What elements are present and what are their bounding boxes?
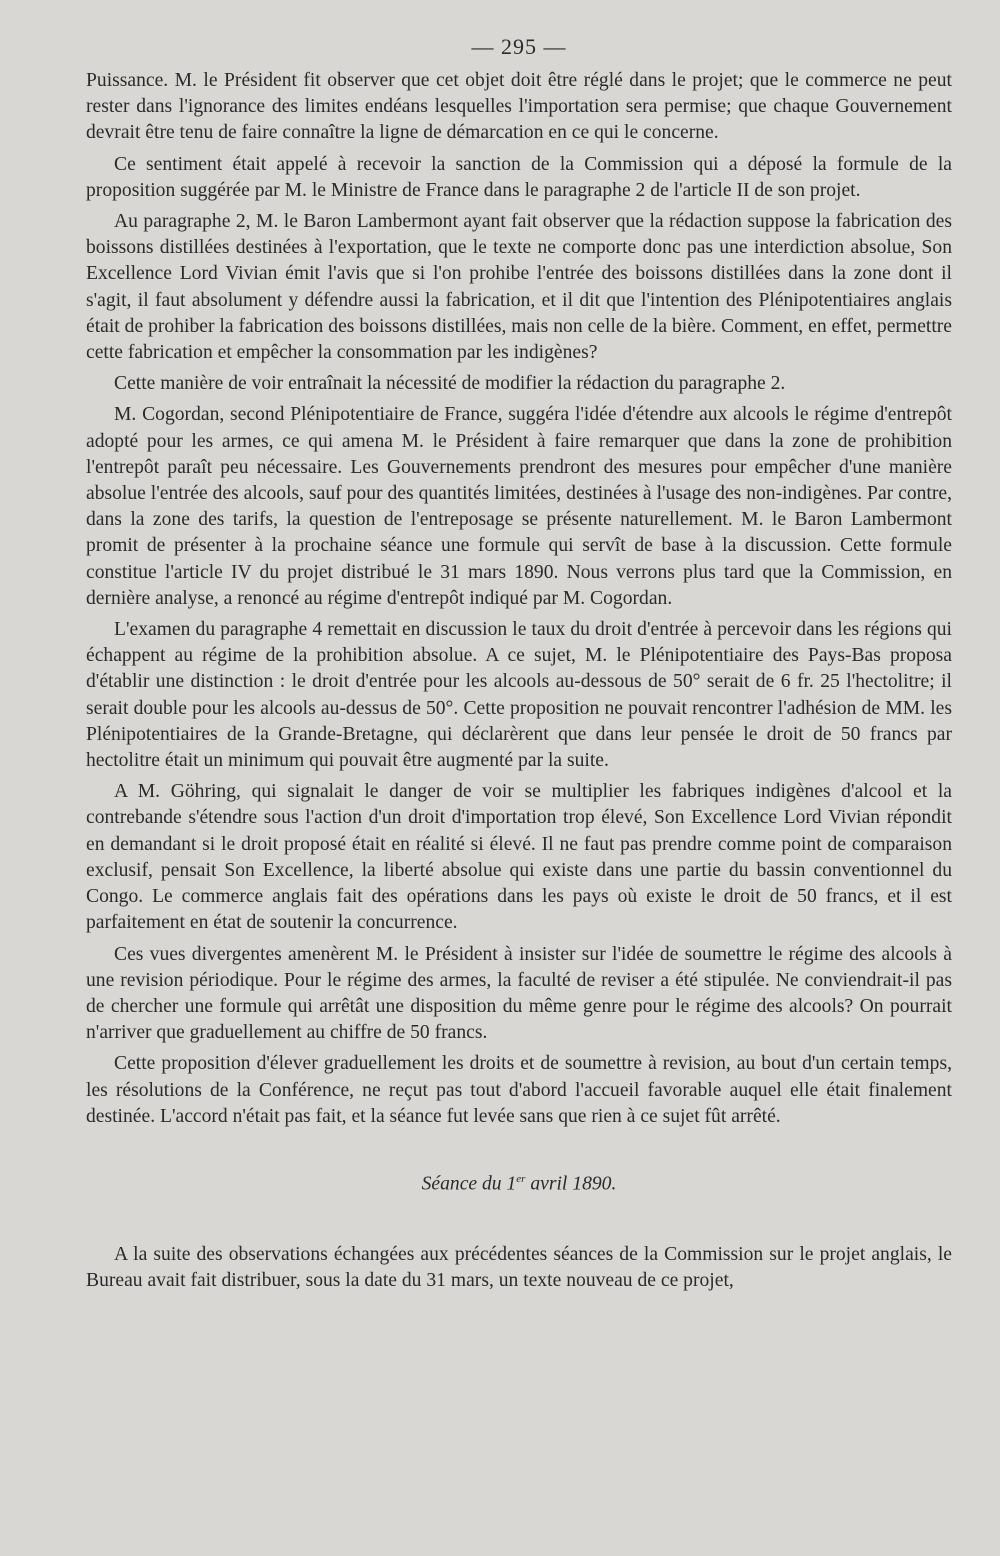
session-heading-suffix: avril 1890. bbox=[525, 1173, 617, 1195]
paragraph-6: L'examen du paragraphe 4 remettait en discussion le taux du droit d'entrée à percevoir dans les régions qui échappent au régime de la prohibition absolue. A ce sujet, M. le Plénipotentiaire des Pays-Bas proposa d'établir une distinction : le droit d'entrée pour les alcools au-dessous de 50° serait de 6 fr. 25 l'hectolitre; il serait double pour les alcools au-dessus de 50°. Cette proposition ne pouvait rencontrer l'adhésion de MM. les Plénipotentiaires de la Grande-Bretagne, qui déclarèrent que dans leur pensée le droit de 50 francs par hectolitre était un minimum qui pouvait être augmenté par la suite. bbox=[86, 619, 952, 772]
paragraph-9: Cette proposition d'élever graduellement les droits et de soumettre à revision, au bout d'un certain temps, les résolutions de la Conférence, ne reçut pas tout d'abord l'accueil favorable auquel elle était finalement destinée. L'accord n'était pas fait, et la séance fut levée sans que rien à ce sujet fût arrêté. bbox=[86, 1053, 952, 1127]
session-heading bbox=[86, 1166, 952, 1198]
body-text bbox=[86, 68, 952, 1294]
page-number: — 295 — bbox=[471, 34, 567, 59]
session-heading-prefix: Séance du 1 bbox=[421, 1173, 517, 1195]
session-heading-superscript: er bbox=[516, 1172, 526, 1185]
paragraph-2: Ce sentiment était appelé à recevoir la sanction de la Commission qui a déposé la formule de la proposition suggérée par M. le Ministre de France dans le paragraphe 2 de l'article II de son projet. bbox=[86, 153, 952, 201]
closing-paragraph: A la suite des observations échangées aux précédentes séances de la Commission sur le projet anglais, le Bureau avait fait distribuer, sous la date du 31 mars, un texte nouveau de ce projet, bbox=[86, 1243, 952, 1291]
paragraph-1: Puissance. M. le Président fit observer que cet objet doit être réglé dans le projet; que le commerce ne peut rester dans l'ignorance des limites endéans lesquelles l'importation sera permise; que chaque Gouvernement devrait être tenu de faire connaître la ligne de démarcation en ce qui le concerne. bbox=[86, 70, 952, 144]
paragraph-8: Ces vues divergentes amenèrent M. le Président à insister sur l'idée de soumettre le régime des alcools à une revision périodique. Pour le régime des armes, la faculté de reviser a été stipulée. Ne conviendrait-il pas de chercher une formule qui arrêtât une disposition du même genre pour le régime des alcools? On pourrait n'arriver que graduellement au chiffre de 50 francs. bbox=[86, 943, 952, 1044]
paragraph-7: A M. Göhring, qui signalait le danger de voir se multiplier les fabriques indigènes d'alcool et la contrebande s'étendre sous l'action d'un droit d'importation trop élevé, Son Excellence Lord Vivian répondit en demandant si le droit proposé était en réalité si élevé. Il ne faut pas prendre comme point de comparaison exclusif, pensait Son Excellence, la liberté absolue qui existe dans une partie du bassin conventionnel du Congo. Le commerce anglais fait des opérations dans les pays où existe le droit de 50 francs, et il est parfaitement en état de soutenir la concurrence. bbox=[86, 781, 952, 934]
paragraph-3: Au paragraphe 2, M. le Baron Lambermont ayant fait observer que la rédaction suppose la fabrication des boissons distillées destinées à l'exportation, que le texte ne comporte donc pas une interdiction absolue, Son Excellence Lord Vivian émit l'avis que si l'on prohibe l'entrée des boissons distillées dans la zone dont il s'agit, il faut absolument y défendre aussi la fabrication, et il dit que l'intention des Plénipotentiaires anglais était de prohiber la fabrication des boissons distillées, mais non celle de la bière. Comment, en effet, permettre cette fabrication et empêcher la consommation par les indigènes? bbox=[86, 211, 952, 364]
paragraph-4: Cette manière de voir entraînait la nécessité de modifier la rédaction du paragraphe 2. bbox=[114, 373, 786, 395]
paragraph-5: M. Cogordan, second Plénipotentiaire de France, suggéra l'idée d'étendre aux alcools le régime d'entrepôt adopté pour les armes, ce qui amena M. le Président à faire remarquer que dans la zone de prohibition l'entrepôt paraît peu nécessaire. Les Gouvernements prendront des mesures pour empêcher d'une manière absolue l'entrée des alcools, sauf pour des quantités limitées, destinées à l'usage des non-indigènes. Par contre, dans la zone des tarifs, la question de l'entreposage se présente naturellement. M. le Baron Lambermont promit de présenter à la prochaine séance une formule qui servît de base à la discussion. Cette formule constitue l'article IV du projet distribué le 31 mars 1890. Nous verrons plus tard que la Commission, en dernière analyse, a renoncé au régime d'entrepôt indiqué par M. Cogordan. bbox=[86, 404, 952, 609]
